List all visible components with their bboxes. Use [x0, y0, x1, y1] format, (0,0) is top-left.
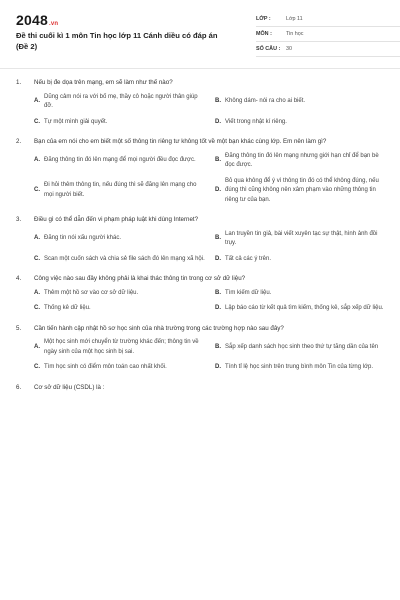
answer-option[interactable] [215, 93, 386, 112]
option-letter: B. [215, 157, 221, 164]
meta-key: SỐ CÂU : [256, 46, 281, 52]
question-number: 3. [16, 216, 22, 223]
option-text: Không dám- nói ra cho ai biết. [225, 98, 306, 105]
meta-value: Tin học [286, 31, 304, 37]
answer-option[interactable] [34, 177, 205, 206]
answer-option[interactable] [215, 304, 386, 314]
question-heading [16, 383, 386, 393]
meta-value: Lớp 11 [286, 16, 303, 22]
document-header [16, 0, 384, 64]
option-letter: D. [215, 187, 221, 193]
option-text: Đăng thông tin đó lên mạng nhưng giới hạn chỉ để bạn bè đọc được. [225, 152, 379, 168]
header-divider [0, 68, 400, 69]
option-text: Lan truyền tin giả, bài viết xuyên tạc sự thật, hình ảnh đồi trụy. [225, 230, 378, 246]
option-letter: A. [34, 235, 40, 242]
answer-option[interactable] [215, 338, 386, 357]
option-letter: A. [34, 343, 40, 350]
answer-option[interactable] [34, 230, 205, 249]
question-heading [16, 274, 386, 284]
question-list [16, 78, 386, 402]
options-grid [16, 152, 386, 206]
answer-option[interactable] [34, 118, 205, 128]
option-text: Tìm học sinh có điểm môn toán cao nhất khối. [44, 364, 167, 370]
question-item [16, 137, 386, 205]
question-number: 4. [16, 275, 22, 282]
option-letter: D. [215, 364, 221, 370]
meta-row [256, 27, 400, 42]
option-text: Thống kê dữ liệu. [44, 305, 91, 311]
logo-sub: .vn [48, 21, 59, 27]
meta-row [256, 42, 400, 57]
meta-row [256, 12, 400, 27]
option-letter: A. [34, 98, 40, 105]
answer-option[interactable] [215, 152, 386, 171]
option-text: Thêm một hồ sơ vào cơ sở dữ liệu. [44, 289, 139, 296]
option-text: Dũng cảm nói ra với bố mẹ, thầy cô hoặc người thân giúp đỡ. [44, 93, 198, 109]
option-letter: A. [34, 157, 40, 164]
answer-option[interactable] [215, 177, 386, 206]
option-text: Viết trong nhật kí riêng. [225, 118, 287, 125]
option-letter: C. [34, 255, 40, 262]
option-letter: B. [215, 98, 221, 105]
option-letter: B. [215, 343, 221, 350]
option-letter: B. [215, 289, 221, 296]
options-grid [16, 338, 386, 373]
answer-option[interactable] [215, 289, 386, 299]
page-title: Đề thi cuối kì 1 môn Tin học lớp 11 Cánh diều có đáp án (Đề 2) [16, 31, 218, 51]
option-text: Sắp xếp danh sách học sinh theo thứ tự tăng dần của tên [225, 343, 379, 350]
question-text: Cơ sở dữ liệu (CSDL) là : [34, 383, 105, 391]
option-text: Tất cả các ý trên. [225, 255, 272, 262]
answer-option[interactable] [215, 363, 386, 373]
option-letter: A. [34, 289, 40, 296]
option-text: Đăng tin nói xấu người khác. [44, 235, 121, 242]
options-grid [16, 93, 386, 128]
question-item [16, 383, 386, 393]
option-text: Đăng thông tin đó lên mạng để mọi người đều đọc được. [44, 157, 196, 164]
question-text: Điều gì có thể dẫn đến vi phạm pháp luật khi dùng Internet? [34, 216, 199, 223]
question-item [16, 274, 386, 314]
option-letter: D. [215, 305, 221, 311]
option-text: Tính tỉ lệ học sinh trên trung bình môn Tin của từng lớp. [225, 364, 374, 370]
meta-key: MÔN : [256, 31, 272, 37]
option-text: Bỏ qua không để ý vì thông tin đó có thể không đúng, nếu đúng thì cũng không nên xâm phạm vào những thông tin riêng tư của bạn. [225, 177, 379, 203]
option-text: Tìm kiếm dữ liệu. [225, 289, 272, 296]
option-letter: C. [34, 187, 40, 193]
answer-option[interactable] [34, 255, 205, 265]
answer-option[interactable] [34, 304, 205, 314]
option-letter: B. [215, 235, 221, 242]
answer-option[interactable] [34, 93, 205, 112]
answer-option[interactable] [215, 255, 386, 265]
answer-option[interactable] [34, 289, 205, 299]
option-letter: D. [215, 118, 221, 125]
question-text: Bạn của em nói cho em biết một số thông tin riêng tư không tốt về một bạn khác cùng lớp. Em nên làm gì? [34, 138, 327, 145]
meta-key: LỚP : [256, 16, 271, 22]
question-heading [16, 215, 386, 225]
option-letter: C. [34, 364, 40, 370]
logo-main: 2048 [16, 12, 48, 28]
options-grid [16, 230, 386, 265]
option-text: Scan một cuốn sách và chia sẻ file sách đó lên mạng xã hội. [44, 255, 205, 262]
question-item [16, 324, 386, 373]
question-text: Công việc nào sau đây không phải là khai thác thông tin trong cơ sở dữ liệu? [34, 275, 246, 282]
question-text: Nếu bị đe dọa trên mạng, em sẽ làm như thế nào? [34, 79, 173, 86]
question-number: 1. [16, 79, 22, 86]
site-logo[interactable] [16, 12, 58, 28]
option-text: Đi hỏi thêm thông tin, nếu đúng thì sẽ đăng lên mạng cho mọi người biết. [44, 182, 197, 198]
option-letter: C. [34, 118, 40, 125]
exam-meta [256, 12, 400, 57]
answer-option[interactable] [215, 230, 386, 249]
answer-option[interactable] [34, 363, 205, 373]
options-grid [16, 289, 386, 314]
question-text: Cần tiến hành cập nhật hồ sơ học sinh của nhà trường trong các trường hợp nào sau đây? [34, 324, 284, 332]
option-text: Lập báo cáo từ kết quả tìm kiếm, thống kê, sắp xếp dữ liệu. [225, 305, 384, 311]
option-letter: D. [215, 255, 221, 262]
question-heading [16, 137, 386, 147]
question-heading [16, 324, 386, 334]
option-letter: C. [34, 305, 40, 311]
answer-option[interactable] [34, 152, 205, 171]
question-number: 2. [16, 138, 22, 145]
question-item [16, 215, 386, 264]
question-number: 5. [16, 324, 22, 332]
answer-option[interactable] [34, 338, 205, 357]
answer-option[interactable] [215, 118, 386, 128]
option-text: Một học sinh mới chuyển từ trường khác đến; thông tin về ngày sinh của một học sinh bị sai. [44, 339, 199, 355]
meta-value: 30 [286, 46, 292, 52]
option-text: Tự một mình giải quyết. [44, 118, 108, 125]
question-number: 6. [16, 383, 22, 391]
question-item [16, 78, 386, 127]
question-heading [16, 78, 386, 88]
